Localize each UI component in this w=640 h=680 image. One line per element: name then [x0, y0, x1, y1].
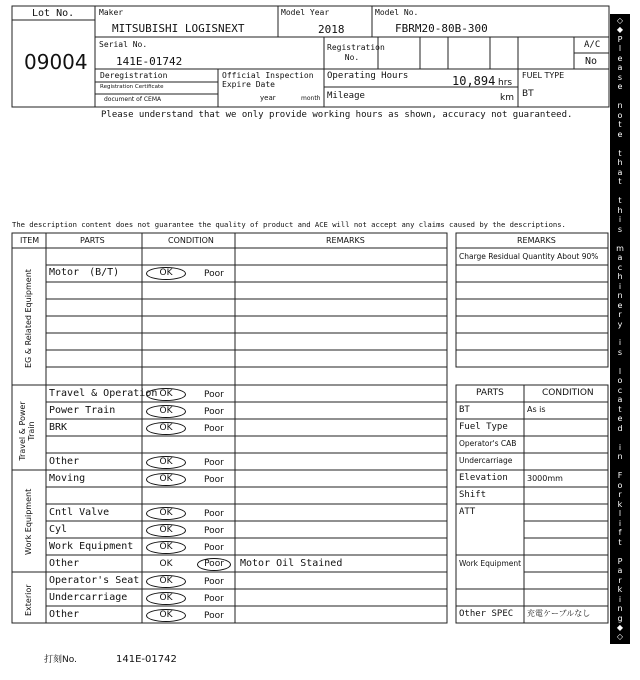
part-brk: BRK: [49, 422, 68, 433]
right-operators-cab: Operator's CAB: [459, 439, 517, 448]
sidebar-glyph: l: [618, 44, 622, 54]
deregistration-label: Deregistration: [100, 71, 168, 80]
brk-ok: OK: [146, 422, 186, 435]
operating-hours-label: Operating Hours: [327, 71, 409, 81]
location-sidebar: [610, 14, 630, 644]
moving-ok: OK: [146, 473, 186, 486]
exterior-other-ok: OK: [146, 609, 186, 622]
part-motor: Motor (B/T): [49, 267, 120, 278]
part-undercarriage: Undercarriage: [49, 592, 128, 603]
sidebar-glyph: t: [618, 537, 622, 547]
right-elevation: Elevation: [459, 473, 508, 483]
col-condition: CONDITION: [168, 236, 214, 245]
operators-seat-ok: OK: [146, 575, 186, 588]
sidebar-glyph: s: [617, 347, 623, 357]
right-fuel-type: Fuel Type: [459, 422, 508, 432]
model-no-value: FBRM20-80B-300: [395, 22, 488, 35]
power-train-ok: OK: [146, 405, 186, 418]
right-col-condition: CONDITION: [542, 388, 594, 398]
motor-poor: Poor: [204, 269, 224, 279]
group-travel-label: Travel & Power Train: [18, 401, 36, 461]
operators-seat-poor: Poor: [204, 577, 224, 587]
sidebar-glyph: a: [617, 566, 623, 576]
sidebar-glyph: h: [617, 158, 623, 168]
sidebar-glyph: F: [617, 471, 623, 481]
lot-value: 09004: [24, 50, 88, 74]
sidebar-glyph: [619, 547, 622, 556]
sidebar-glyph: o: [617, 110, 623, 120]
travel-other-ok: OK: [146, 456, 186, 469]
work-equipment-ok: OK: [146, 541, 186, 554]
undercarriage-poor: Poor: [204, 594, 224, 604]
inspection-label: Official Inspection Expire Date: [222, 71, 314, 89]
sidebar-glyph: P: [617, 34, 623, 44]
sidebar-glyph: c: [617, 385, 623, 395]
sidebar-glyph: n: [617, 452, 623, 462]
sidebar-glyph: i: [618, 338, 622, 348]
sidebar-glyph: g: [617, 613, 623, 623]
part-travel-other: Other: [49, 456, 80, 467]
sidebar-glyph: ◇: [616, 16, 624, 25]
sidebar-glyph: t: [618, 404, 622, 414]
sidebar-glyph: n: [617, 291, 623, 301]
stamp-label: 打刻No.: [44, 655, 77, 665]
sidebar-glyph: i: [618, 594, 622, 604]
registration-label: Registration No.: [327, 43, 385, 62]
travel-operation-poor: Poor: [204, 390, 224, 400]
col-item: ITEM: [20, 236, 40, 245]
sidebar-glyph: i: [618, 215, 622, 225]
sidebar-glyph: t: [618, 177, 622, 187]
right-col-parts: PARTS: [476, 388, 504, 398]
part-travel-operation: Travel & Operation: [49, 388, 158, 399]
stamp-value: 141E-01742: [116, 654, 177, 665]
brk-poor: Poor: [204, 424, 224, 434]
hours-notice: Please understand that we only provide working hours as shown, accuracy not guaranteed.: [101, 110, 573, 120]
right-shift: Shift: [459, 490, 487, 500]
part-cyl: Cyl: [49, 524, 68, 535]
group-exterior-label: Exterior: [24, 584, 33, 616]
sidebar-glyph: [619, 462, 622, 471]
dereg-cema-label: document of CEMA: [104, 96, 162, 103]
power-train-poor: Poor: [204, 407, 224, 417]
right-bt-value: As is: [527, 405, 546, 414]
col-parts: PARTS: [80, 236, 105, 245]
col-remarks: REMARKS: [326, 236, 365, 245]
operating-hours-value: 10,894: [452, 74, 496, 88]
right-remarks-header: REMARKS: [517, 236, 556, 245]
sidebar-glyph: t: [618, 120, 622, 130]
exterior-other-poor: Poor: [204, 611, 224, 621]
sidebar-glyph: m: [616, 243, 624, 253]
part-operators-seat: Operator's Seat: [49, 575, 140, 586]
sidebar-glyph: n: [617, 604, 623, 614]
hours-unit: hrs: [498, 78, 513, 88]
sidebar-glyph: [619, 187, 622, 196]
sidebar-glyph: l: [618, 509, 622, 519]
fuel-type-label: FUEL TYPE: [522, 71, 565, 80]
right-undercarriage: Undercarriage: [459, 456, 513, 465]
sidebar-glyph: t: [618, 148, 622, 158]
moving-poor: Poor: [204, 475, 224, 485]
sidebar-glyph: a: [617, 253, 623, 263]
sidebar-glyph: h: [617, 205, 623, 215]
sidebar-glyph: [619, 92, 622, 101]
sidebar-glyph: k: [617, 585, 623, 595]
cyl-ok: OK: [146, 524, 186, 537]
maker-value: MITSUBISHI LOGISNEXT: [112, 22, 245, 35]
sidebar-glyph: P: [617, 556, 623, 566]
work-other-remark: Motor Oil Stained: [240, 558, 343, 569]
sidebar-glyph: [619, 234, 622, 243]
dereg-certificate-label: Registration Certificate: [100, 84, 164, 90]
sidebar-glyph: i: [618, 442, 622, 452]
sidebar-glyph: s: [617, 72, 623, 82]
ac-label: A/C: [584, 40, 601, 50]
group-eg-label: EG & Related Equipment: [24, 269, 33, 368]
sidebar-glyph: n: [617, 101, 623, 111]
sidebar-glyph: c: [617, 262, 623, 272]
part-work-other: Other: [49, 558, 80, 569]
sidebar-glyph: y: [617, 319, 623, 329]
serial-value: 141E-01742: [116, 55, 183, 68]
sidebar-glyph: ◆: [616, 25, 624, 35]
right-remarks-line1: Charge Residual Quantity About 90%: [459, 252, 599, 261]
right-elevation-value: 3000mm: [527, 474, 563, 483]
ac-value: No: [585, 56, 598, 67]
part-moving: Moving: [49, 473, 86, 484]
sidebar-glyph: [619, 329, 622, 338]
sidebar-glyph: d: [617, 423, 623, 433]
sidebar-glyph: s: [617, 224, 623, 234]
mileage-label: Mileage: [327, 91, 365, 101]
model-no-label: Model No.: [375, 8, 419, 17]
sidebar-glyph: e: [617, 414, 623, 424]
cyl-poor: Poor: [204, 526, 224, 536]
work-other-poor: Poor: [197, 558, 231, 571]
sidebar-glyph: ◆: [616, 623, 624, 632]
sidebar-glyph: e: [617, 129, 623, 139]
work-equipment-poor: Poor: [204, 543, 224, 553]
month-unit: month: [301, 95, 321, 102]
right-bt-label: BT: [459, 405, 470, 415]
sidebar-glyph: i: [618, 281, 622, 291]
right-work-equipment: Work Equipment: [459, 559, 522, 568]
sidebar-glyph: ◇: [616, 632, 624, 642]
sidebar-glyph: h: [617, 272, 623, 282]
disclaimer-text: The description content does not guarantee the quality of product and ACE will not accept any claims caused by the descriptions.: [12, 220, 566, 229]
lot-label: Lot No.: [32, 8, 75, 19]
right-other-spec: Other SPEC: [459, 609, 514, 619]
sidebar-glyph: [619, 357, 622, 366]
sidebar-glyph: l: [618, 366, 622, 376]
sidebar-glyph: o: [617, 480, 623, 490]
sidebar-glyph: k: [617, 499, 623, 509]
motor-ok: OK: [146, 267, 186, 280]
sidebar-glyph: i: [618, 518, 622, 528]
model-year-value: 2018: [318, 23, 345, 36]
year-unit: year: [260, 94, 276, 102]
sidebar-glyph: f: [618, 528, 622, 538]
sidebar-glyph: a: [617, 63, 623, 73]
sidebar-glyph: r: [618, 575, 622, 585]
group-work-label: Work Equipment: [24, 488, 33, 555]
serial-label: Serial No.: [99, 40, 148, 49]
part-exterior-other: Other: [49, 609, 80, 620]
sidebar-glyph: r: [618, 310, 622, 320]
fuel-type-value: BT: [522, 89, 534, 99]
mileage-unit: km: [500, 93, 514, 103]
sidebar-glyph: [619, 433, 622, 442]
undercarriage-ok: OK: [146, 592, 186, 605]
work-other-ok: OK: [159, 559, 173, 569]
right-other-spec-value: 充電ケーブルなし: [527, 609, 591, 618]
maker-label: Maker: [99, 8, 124, 17]
cntl-valve-ok: OK: [146, 507, 186, 520]
sidebar-glyph: e: [617, 300, 623, 310]
sidebar-glyph: e: [617, 53, 623, 63]
travel-operation-ok: OK: [146, 388, 186, 401]
sidebar-glyph: r: [618, 490, 622, 500]
sidebar-glyph: o: [617, 376, 623, 386]
cntl-valve-poor: Poor: [204, 509, 224, 519]
sidebar-glyph: [619, 139, 622, 148]
part-power-train: Power Train: [49, 405, 116, 416]
travel-other-poor: Poor: [204, 458, 224, 468]
sidebar-glyph: a: [617, 167, 623, 177]
sidebar-glyph: a: [617, 395, 623, 405]
sidebar-glyph: e: [617, 82, 623, 92]
sidebar-glyph: t: [618, 196, 622, 206]
right-att: ATT: [459, 507, 476, 517]
part-work-equipment: Work Equipment: [49, 541, 134, 552]
part-cntl-valve: Cntl Valve: [49, 507, 110, 518]
model-year-label: Model Year: [281, 8, 330, 17]
